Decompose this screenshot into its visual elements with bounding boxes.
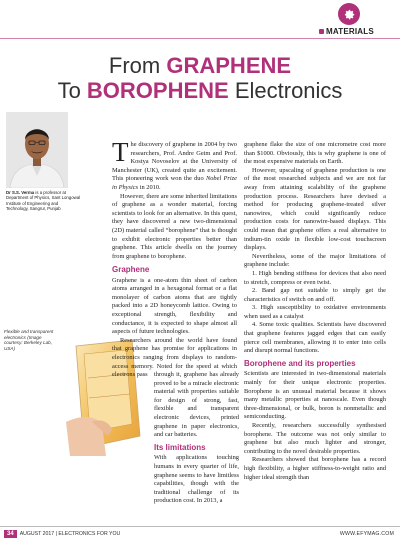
limitations-paragraph: With applications touching humans in every quarter of life, graphene seems to have limitless capabilities, though with the traditional challenge of its production cost. In 2013, a (154, 454, 239, 505)
section-marker (319, 29, 324, 34)
list-item: 2. Band gap not suitable to simply get the characteristics of switch on and off. (244, 287, 386, 303)
graphene-paragraph-2: Researchers around the world have found that graphene has promise for applications in electronics ranging from displays to random-access memory. Noted for the speed at which electrons pass (112, 336, 237, 379)
article-column-1 (112, 137, 237, 261)
nobel-prize-text: Nobel Prize in Physics (112, 175, 237, 191)
footer-left (4, 530, 120, 538)
title-highlight: BOROPHENE (86, 78, 229, 103)
footer-rule (0, 526, 400, 527)
author-photo (6, 112, 68, 188)
article-title (0, 53, 400, 103)
col2-paragraph-3: Nevertheless, some of the major limitations of graphene include: (244, 252, 386, 269)
title-text: Electronics (228, 78, 343, 103)
list-item: 1. High bending stiffness for devices that also need to stretch, compress or even twist. (244, 269, 386, 286)
intro-paragraph-2: However, there are some inherited limitations of graphene as a wonder material, forcing scientists to look for an alternative. In this quest, they have discovered a new two-dimensional (2D) material called “borophene” that is thought to exhibit electronic properties better than graphene. This article dwells on the journey from graphene to borophene. (112, 192, 237, 260)
borophene-paragraph-1: Scientists are interested in two-dimensional materials mainly for their unique electronic properties. Borophene is an unusual material because it shows many metallic properties at nanoscale. Even though three-dimensional, or bulk, boron is nonmetallic and semiconducting. (244, 370, 386, 421)
borophene-paragraph-3: Researchers showed that borophene has a record high flexibility, a higher stiffness-to-weight ratio and higher ideal strength than (244, 456, 386, 481)
graphene-paragraph-1: Graphene is a one-atom thin sheet of carbon atoms arranged in a hexagonal format or a flat monolayer of carbon atoms that are tightly packed into a 2D honeycomb lattice. Owing to exceptional strength, flexibility and conductance, it is expected to shape almost all aspects of future technologies. (112, 276, 237, 336)
image-caption: Flexible and transparent electronics (Image courtesy: Berkeley Lab, USA) (4, 329, 54, 351)
header-rule (0, 38, 400, 39)
graphene-heading: Graphene (112, 265, 150, 274)
col2-paragraph-1: graphene flake the size of one micrometre cost more than $1000. Obviously, this is why graphene is one of the most expensive materials on Earth. (244, 141, 386, 166)
col2-paragraph-2: However, upscaling of graphene production is one of the most researched subjects and we are not far away from attaining scalability of the graphene production process. Researchers have devised a method for producing graphene-treated silver nanowires, which could significantly reduce production costs for nanowire-based displays. This could mean that graphene offers a real alternative to indium-tin oxide in flexible low-cost touchscreen displays. (244, 166, 386, 252)
limitations-list (244, 270, 386, 356)
intro-text: in 2010. (138, 183, 161, 191)
gear-icon (338, 3, 360, 25)
title-text: To (57, 78, 87, 103)
section-label: MATERIALS (326, 27, 374, 36)
intro-text: he discovery of graphene in 2004 by two researchers, Prof. Andre Geim and Prof. Kostya Novoselov at the University of Manchester (UK), created quite an excitement. This pioneering work won the duo (112, 141, 237, 183)
page-number: 34 (4, 530, 17, 538)
author-name: Dr S.S. Verma (6, 190, 35, 195)
borophene-heading: Borophene and its properties (244, 358, 356, 368)
website-link[interactable]: WWW.EFYMAG.COM (339, 531, 394, 537)
article-column-2 (244, 141, 386, 482)
drop-cap: T (112, 137, 129, 167)
list-item: 3. High susceptibility to oxidative environments when used as a catalyst (244, 304, 386, 320)
article-column-1-wrap (154, 371, 239, 506)
borophene-paragraph-2: Recently, researchers successfully synthesised borophene. The outcome was not only similar to graphene but also much lighter and stronger, contributing to the novel desirable properties. (244, 422, 386, 455)
issue-info: AUGUST 2017 | ELECTRONICS FOR YOU (19, 531, 121, 537)
article-column-1-graphene (112, 262, 237, 380)
list-item: 4. Some toxic qualities. Scientists have discovered that graphene features jagged edges that can easily pierce cell membranes, allowing it to enter into cells and disrupt normal functions. (244, 321, 386, 355)
title-line-2 (0, 78, 400, 103)
title-line-1 (0, 53, 400, 78)
title-text: From (108, 53, 167, 78)
intro-paragraph (112, 137, 237, 193)
title-highlight: GRAPHENE (166, 53, 292, 78)
author-details: is a professor at Department of Physics, Sant Longowal Institute of Engineering and Technology, Sangrur, Punjab (6, 190, 81, 211)
author-caption (6, 190, 82, 211)
graphene-paragraph-2-cont: through it, graphene has already proved to be a miracle electronic material with properties suitable for design of strong, fast, flexible and transparent electronic devices, printed graphene in paper electronics, and car batteries. (154, 371, 239, 439)
limitations-heading: Its limitations (154, 442, 206, 452)
